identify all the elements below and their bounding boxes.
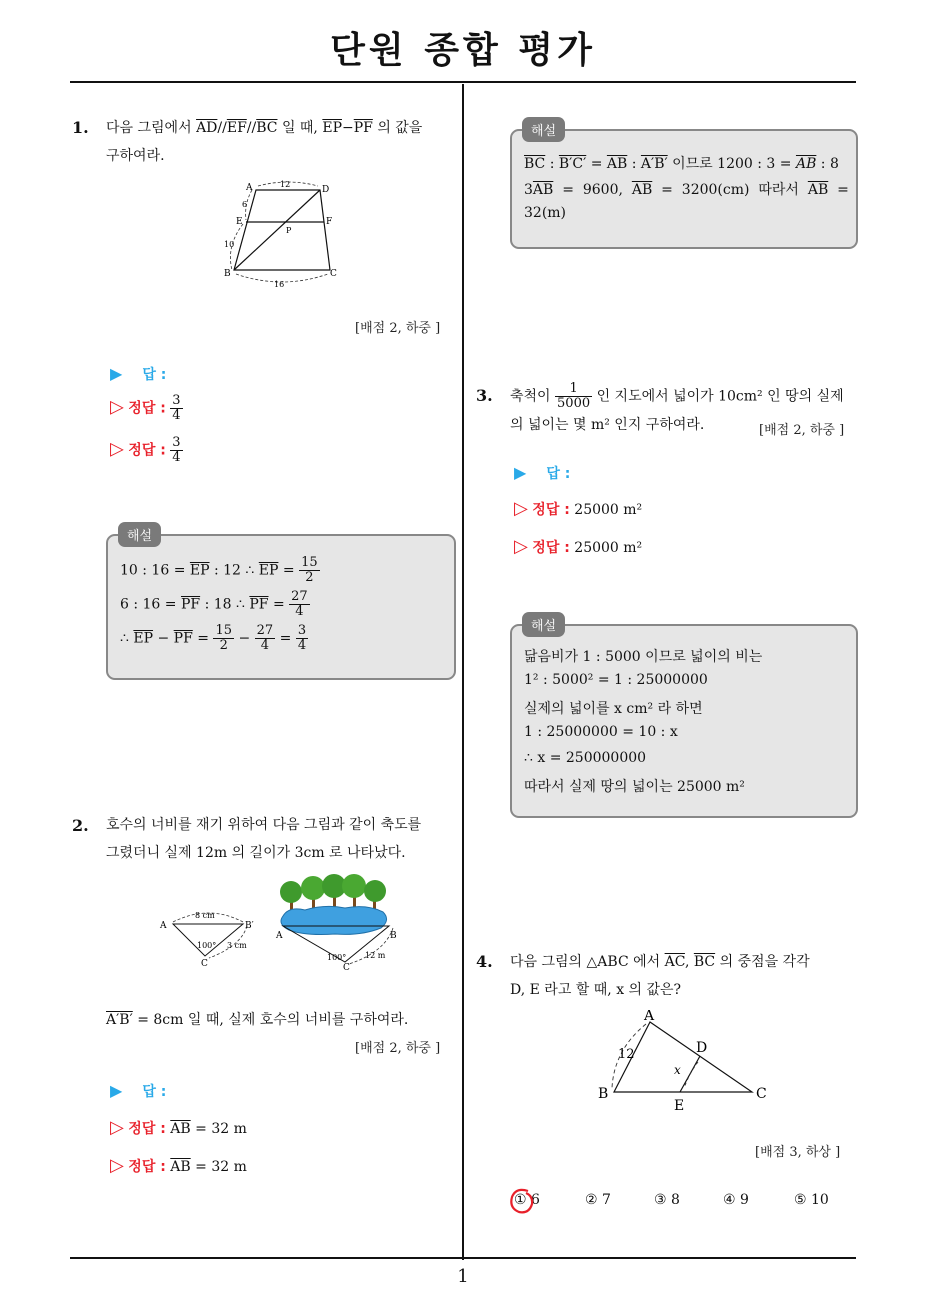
q1-text-prefix: 다음 그림에서 — [106, 120, 192, 136]
sol-seg: $\overline{PF}$ — [249, 596, 269, 613]
fig4-label-b: B — [598, 1086, 609, 1102]
sol-text: : 18 ∴ — [204, 596, 245, 613]
q1-line2: 구하여라. — [106, 148, 165, 164]
sol-seg: $\overline{AB}$ — [631, 182, 653, 198]
trapezoid-shape — [234, 190, 333, 270]
sol-text: 3 — [524, 182, 533, 198]
fig1-label-a: A — [246, 183, 253, 193]
q1-seg-pf: $\overline{PF}$ — [353, 120, 373, 136]
sol-frac — [296, 624, 308, 653]
fig1-label-e: E — [236, 217, 243, 227]
page-number: 1 — [457, 1266, 469, 1287]
correct-arrow-icon: ▷ — [110, 1155, 124, 1176]
q1-trapezoid-figure — [218, 176, 348, 292]
q3-points: [배점 2, 하중 ] — [759, 423, 845, 438]
q3-line1 — [510, 382, 860, 411]
q2-correct-label-1: 정답 : — [128, 1121, 166, 1137]
sol-seg: $\overline{EP}$ — [258, 562, 279, 579]
q1-number: 1. — [72, 118, 89, 137]
q1-answer-row — [110, 364, 166, 384]
q1-correct-2 — [110, 436, 183, 465]
q4-comma: , — [684, 954, 690, 970]
frac-den: 2 — [305, 570, 314, 585]
q1-sol-line1 — [120, 556, 320, 585]
sol-text: = 9600, — [553, 182, 632, 198]
sol-text: = 3200(cm) 따라서 — [652, 182, 808, 198]
fig2-label-b1: B′ — [245, 921, 254, 931]
q1-text — [106, 114, 456, 170]
frac-den: 4 — [172, 450, 181, 465]
fig1-label-f: F — [326, 217, 333, 227]
q1-seg-ef: $\overline{EF}$ — [226, 120, 247, 136]
selected-answer-mark — [506, 1186, 536, 1216]
sol-text: 6 : 16 = — [120, 596, 177, 613]
answer-arrow-icon: ▶ — [110, 364, 123, 383]
q2-correct-seg: $\overline{AB}$ — [170, 1121, 191, 1137]
sol-seg: $\overline{AB}$ — [532, 182, 554, 198]
correct-arrow-icon: ▷ — [514, 536, 528, 557]
sol-text: : 12 ∴ — [213, 562, 255, 579]
frac-den: 4 — [295, 604, 304, 619]
tree-crown — [280, 881, 302, 903]
sol-seg: $\overline{AB}$ — [606, 156, 628, 172]
fig2-ang2: 100° — [327, 953, 347, 962]
q1-seg-bc: $\overline{BC}$ — [256, 120, 278, 136]
q4-prefix: 다음 그림의 △ABC 에서 — [510, 954, 661, 970]
q4-seg-bc: $\overline{BC}$ — [693, 954, 716, 970]
q3-correct-1 — [514, 498, 642, 519]
frac-num: 27 — [291, 589, 308, 604]
sol-frac — [213, 624, 234, 653]
fig2-label-c2: C — [343, 963, 350, 970]
sol-text: = — [828, 182, 849, 198]
q1-minus: − — [341, 120, 354, 136]
q2-points: [배점 2, 하중 ] — [355, 1041, 441, 1056]
sol-text: − — [238, 630, 251, 647]
q1-text-suffix: 의 값을 — [377, 120, 423, 136]
sol-text: 10 : 16 = — [120, 562, 186, 579]
q1-correct-label-1: 정답 : — [128, 400, 166, 417]
fig2-label-a1: A — [160, 921, 167, 931]
fig4-label-x: x — [674, 1063, 681, 1077]
q1-parallel-1: // — [217, 120, 227, 136]
q4-suffix: 의 중점을 각각 — [719, 954, 810, 970]
sol-text: 이므로 1200 : 3 = — [667, 156, 796, 172]
q1-sol-line3 — [120, 624, 308, 653]
q3-prefix: 축척이 — [510, 388, 551, 405]
q1-sol-line2 — [120, 590, 310, 619]
fig1-label-b: B — [224, 269, 231, 279]
q1-points: [배점 2, 하중 ] — [355, 321, 441, 336]
top-rule — [70, 81, 856, 83]
q3-correct-value: 25000 m² — [574, 540, 643, 556]
triangle-abc — [614, 1022, 752, 1092]
sol-seg: $\overline{PF}$ — [173, 630, 193, 647]
fig2-label-b2: B — [390, 931, 397, 941]
q3-answer-row — [514, 463, 570, 483]
fig2-label-a2: A — [276, 931, 283, 941]
q1-seg-ep: $\overline{EP}$ — [322, 120, 342, 136]
q2-correct-seg: $\overline{AB}$ — [170, 1159, 191, 1175]
q1-correct-label-2: 정답 : — [128, 442, 166, 459]
q1-correct-1 — [110, 394, 183, 423]
frac-den: 4 — [297, 638, 307, 653]
q1-correct-fraction-1 — [170, 394, 182, 423]
fig4-label-e: E — [674, 1098, 685, 1114]
q3-sol-line: ∴ x = 250000000 — [524, 750, 647, 766]
q2-text — [106, 811, 458, 867]
q3-sol-line: 실제의 넓이를 x cm² 라 하면 — [524, 701, 703, 717]
q4-choice-1[interactable]: ① 6 — [514, 1192, 540, 1208]
fig2-len-s1: 3 cm — [227, 941, 247, 950]
lake-shape — [281, 906, 387, 934]
q2-correct-label-2: 정답 : — [128, 1159, 166, 1175]
q4-points: [배점 3, 하상 ] — [755, 1145, 841, 1160]
q1-line1 — [106, 114, 456, 142]
q2-answer-row — [110, 1081, 166, 1101]
frac-num: 15 — [301, 555, 318, 570]
sol-frac — [289, 590, 310, 619]
sol-text: : 8 — [816, 156, 839, 172]
q3-rest: 인 지도에서 넓이가 10cm² 인 땅의 실제 — [596, 388, 844, 405]
solution-tag: 해설 — [118, 522, 161, 547]
sol-seg: $\overline{EP}$ — [133, 630, 154, 647]
q2-number: 2. — [72, 816, 89, 835]
sol-frac — [299, 556, 320, 585]
q3-correct-label-1: 정답 : — [532, 502, 570, 518]
fig1-len-ad: 12 — [280, 180, 291, 189]
q4-choice-3[interactable]: ③ 8 — [654, 1192, 680, 1208]
fig4-label-d: D — [696, 1040, 708, 1056]
page-title: 단원 종합 평가 — [330, 30, 596, 71]
sol-text: = — [279, 630, 292, 647]
fig2-ang1: 100° — [197, 941, 217, 950]
sol-seg: A′B′ — [640, 156, 668, 172]
q4-text — [510, 948, 860, 1004]
frac-num: 15 — [215, 623, 232, 638]
sol-text: : — [627, 156, 641, 172]
fig4-label-a: A — [644, 1010, 655, 1024]
answer-arrow-icon: ▶ — [514, 463, 527, 482]
solution-tag: 해설 — [522, 612, 565, 637]
frac-den: 2 — [219, 638, 228, 653]
frac-num: 1 — [555, 382, 592, 397]
sol-text: = — [192, 630, 209, 647]
fig1-len-eb: 10 — [224, 240, 235, 249]
q3-scale-fraction — [555, 382, 592, 411]
q3-correct-2 — [514, 536, 642, 557]
q1-correct-fraction-2 — [170, 436, 182, 465]
q2-correct-1 — [110, 1117, 247, 1138]
fig2-len-s2: 12 m — [365, 951, 386, 960]
small-triangle — [173, 924, 243, 956]
q3-correct-label-2: 정답 : — [532, 540, 570, 556]
q1-text-when: 일 때, — [281, 120, 318, 136]
q2-seg-a1b1: A′B′ — [106, 1012, 133, 1028]
correct-arrow-icon: ▷ — [110, 438, 124, 460]
q3-sol-line: 1² : 5000² = 1 : 25000000 — [524, 672, 708, 688]
q4-line2: D, E 라고 할 때, x 의 값은? — [510, 982, 682, 998]
q4-triangle-figure — [594, 1010, 774, 1114]
dash-x — [684, 1062, 698, 1088]
q3-correct-value: 25000 m² — [574, 502, 643, 518]
bottom-rule — [70, 1257, 856, 1259]
q4-choice-4[interactable]: ④ 9 — [723, 1192, 749, 1208]
sol-seg: B′C′ — [558, 156, 587, 172]
q2-line1: 호수의 너비를 재기 위하여 다음 그림과 같이 축도를 — [106, 817, 422, 833]
q2-line2: 그렸더니 실제 12m 의 길이가 3cm 로 나타났다. — [106, 845, 406, 861]
sol-text: = — [268, 596, 285, 613]
frac-num: 3 — [297, 623, 307, 638]
tree-crown — [342, 874, 366, 898]
q3-sol-line: 따라서 실제 땅의 넓이는 25000 m² — [524, 779, 745, 795]
answer-arrow-icon: ▶ — [110, 1081, 123, 1100]
q3-line2: 의 넓이는 몇 m² 인지 구하여라. — [510, 417, 705, 433]
q2-line3 — [106, 1006, 408, 1034]
correct-arrow-icon: ▷ — [110, 1117, 124, 1138]
fig1-len-ae: 6 — [242, 200, 248, 209]
q3-sol-line: 닮음비가 1 : 5000 이므로 넓이의 비는 — [524, 649, 763, 665]
fig1-label-d: D — [322, 185, 330, 195]
sol-seg: $\overline{AB}$ — [807, 182, 829, 198]
solution-tag: 해설 — [522, 117, 565, 142]
fig2-label-c1: C — [201, 959, 208, 969]
q1-seg-ad: $\overline{AD}$ — [196, 120, 218, 136]
sol-seg: $\overline{BC}$ — [524, 156, 546, 172]
sol-text: = — [278, 562, 295, 579]
tree-crown — [364, 880, 386, 902]
frac-den: 4 — [260, 638, 270, 653]
q1-parallel-2: // — [246, 120, 257, 136]
q1-solution-box — [106, 529, 456, 680]
frac-num: 3 — [172, 435, 181, 450]
sol-text: = — [586, 156, 607, 172]
q3-solution-box — [510, 619, 858, 818]
fig2-len-d1: 8 cm — [195, 911, 215, 920]
sol-seg: $\overline{EP}$ — [189, 562, 210, 579]
fig4-label-c: C — [756, 1086, 767, 1102]
fig1-len-bc: 16 — [274, 280, 285, 289]
frac-den: 4 — [172, 408, 181, 423]
q2-sol-line1 — [524, 153, 839, 173]
q4-seg-ac: $\overline{AC}$ — [664, 954, 685, 970]
q3-answer-label: 답 : — [546, 466, 571, 482]
sol-text: : — [545, 156, 559, 172]
fig1-label-p: P — [286, 226, 292, 235]
q4-choice-2[interactable]: ② 7 — [585, 1192, 611, 1208]
q2-sol-line3: 32(m) — [524, 205, 567, 221]
sol-seg: $\overline{PF}$ — [180, 596, 201, 613]
q4-number: 4. — [476, 952, 493, 971]
q4-choice-5[interactable]: ⑤ 10 — [794, 1192, 829, 1208]
column-divider — [462, 84, 464, 1260]
q2-correct-2 — [110, 1155, 247, 1176]
q2-sol-line2 — [524, 179, 849, 199]
frac-den: 5000 — [557, 396, 591, 411]
q2-lake-figure — [155, 874, 410, 970]
q4-line1 — [510, 948, 860, 976]
red-circle-mark — [511, 1190, 532, 1212]
sol-text: − — [153, 630, 174, 647]
fig4-len-12: 12 — [618, 1047, 635, 1062]
q2-solution-box — [510, 124, 858, 249]
sol-text: ∴ — [120, 630, 129, 647]
q2-line3-rest: = 8cm 일 때, 실제 호수의 너비를 구하여라. — [132, 1012, 409, 1028]
q2-correct-value: = 32 m — [190, 1159, 247, 1175]
tree-crown — [301, 876, 325, 900]
q3-sol-line: 1 : 25000000 = 10 : x — [524, 724, 678, 740]
correct-arrow-icon: ▷ — [514, 498, 528, 519]
sol-seg: $\overline{AB}$ — [795, 156, 817, 172]
correct-arrow-icon: ▷ — [110, 396, 124, 418]
q2-answer-label: 답 : — [142, 1084, 167, 1100]
q2-correct-value: = 32 m — [190, 1121, 247, 1137]
frac-num: 3 — [172, 393, 181, 408]
fig1-label-c: C — [330, 269, 337, 279]
q1-answer-label: 답 : — [142, 367, 167, 383]
q3-number: 3. — [476, 386, 493, 405]
frac-num: 27 — [256, 623, 274, 638]
sol-frac — [255, 624, 276, 653]
